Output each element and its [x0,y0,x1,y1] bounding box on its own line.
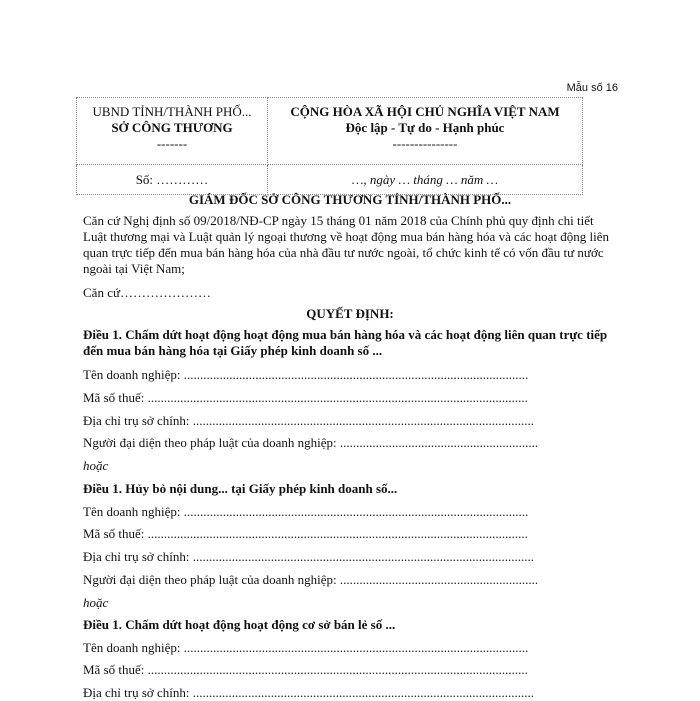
section-3-field-company: Tên doanh nghiệp: .......................................................................................................... [83,640,529,655]
issuing-agency-cell [77,98,268,165]
section-2-field-tax: Mã số thuế: ..................................................................................................................... [83,526,528,541]
motto-divider: --------------- [392,136,458,151]
section-1-field-address: Địa chỉ trụ sở chính: ......................................................................................................... [83,413,535,428]
motto: Độc lập - Tự do - Hạnh phúc [345,120,505,135]
national-motto-cell [268,98,583,165]
decision-title: QUYẾT ĐỊNH: [306,306,394,321]
form-number: Mẫu số 16 [566,82,618,94]
section-2-field-company: Tên doanh nghiệp: .......................................................................................................... [83,504,529,519]
section-1-field-representative: Người đại diện theo pháp luật của doanh nghiệp: ............................................................. [83,435,539,450]
section-1-field-company: Tên doanh nghiệp: .......................................................................................................... [83,367,529,382]
section-2-heading: Điều 1. Hủy bỏ nội dung... tại Giấy phép kinh doanh số... [83,481,398,496]
national-title: CỘNG HÒA XÃ HỘI CHỦ NGHĨA VIỆT NAM [290,104,560,119]
section-3-heading: Điều 1. Chấm dứt hoạt động hoạt động cơ sở bán lẻ số ... [83,617,396,632]
section-1-separator: hoặc [83,458,109,473]
section-2-field-address: Địa chỉ trụ sở chính: ......................................................................................................... [83,549,535,564]
section-2-field-representative: Người đại diện theo pháp luật của doanh nghiệp: ............................................................. [83,572,539,587]
header-table [76,97,583,195]
section-3-field-tax: Mã số thuế: ..................................................................................................................... [83,662,528,677]
issuer-title: GIÁM ĐỐC SỞ CÔNG THƯƠNG TỈNH/THÀNH PHỐ... [188,192,512,207]
document-number: Số: ………… [77,165,268,195]
department-name: SỞ CÔNG THƯƠNG [111,120,233,135]
section-1-field-tax: Mã số thuế: ..................................................................................................................... [83,390,528,405]
document-date: …, ngày … tháng … năm … [268,165,583,195]
agency-name: UBND TỈNH/THÀNH PHỐ... [92,104,252,119]
basis-paragraph: Căn cứ Nghị định số 09/2018/NĐ-CP ngày 15 tháng 01 năm 2018 của Chính phủ quy định chi tiết Luật thương mại và Luật quản lý ngoại thương về hoạt động mua bán hàng hóa và các hoạt động liên quan trực tiếp đến mua bán hàng hóa của nhà đầu tư nước ngoài, tổ chức kinh tế có vốn đầu tư nước ngoài tại Việt Nam; [83,213,610,276]
section-2-separator: hoặc [83,595,109,610]
agency-divider: ------- [156,136,188,151]
basis-other: Căn cứ………………… [83,285,212,300]
section-1-heading: Điều 1. Chấm dứt hoạt động hoạt động mua bán hàng hóa và các hoạt động liên quan trực tiếp đến mua bán hàng hóa tại Giấy phép kinh doanh số ... [83,327,608,358]
section-3-field-address: Địa chỉ trụ sở chính: ......................................................................................................... [83,685,535,700]
